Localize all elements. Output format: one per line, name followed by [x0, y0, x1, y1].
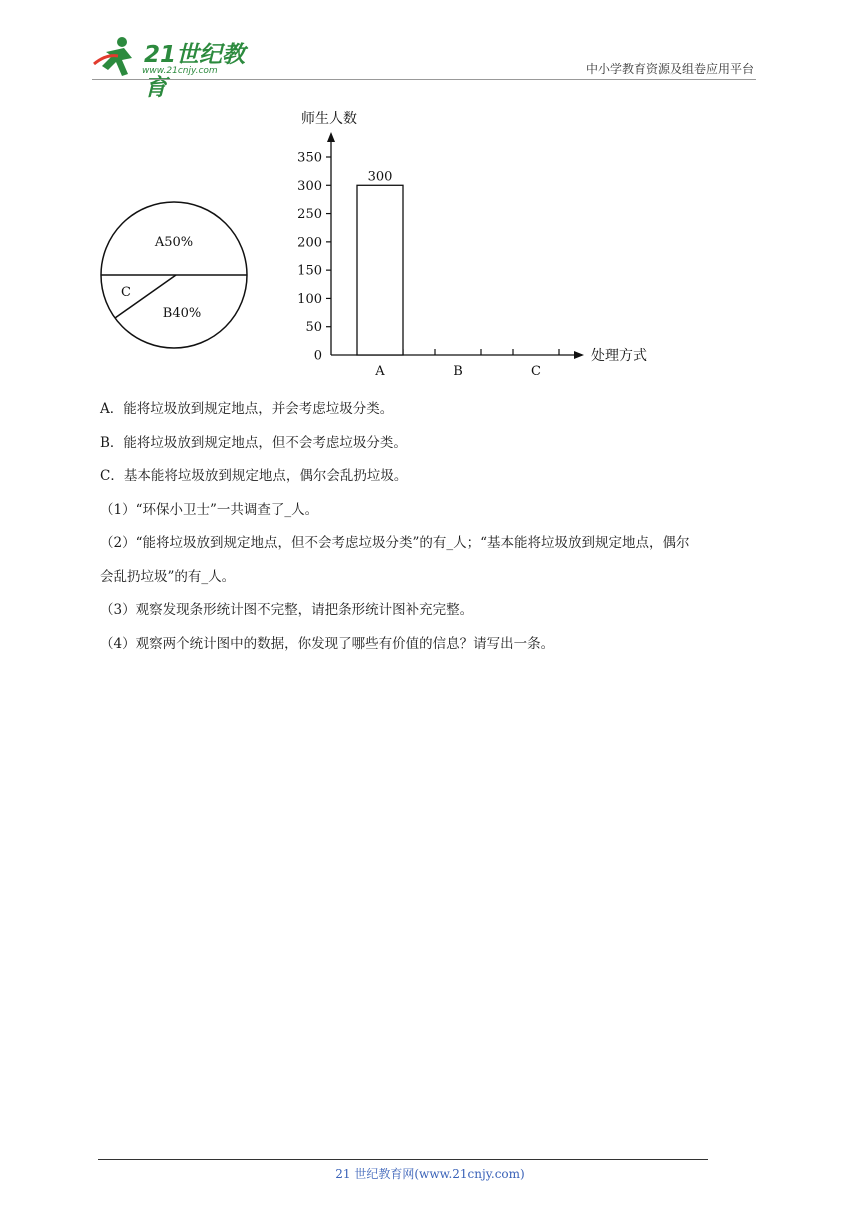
pie-slice-a-label: A50% — [154, 235, 194, 250]
pie-chart — [96, 100, 256, 385]
x-tick-label-B: B — [453, 364, 463, 379]
question-2-line-2: 会乱扔垃圾”的有_人。 — [100, 568, 236, 585]
y-tick-label-0: 0 — [313, 348, 322, 364]
footer-divider — [98, 1159, 708, 1160]
site-logo[interactable] — [92, 34, 262, 101]
y-axis-arrow — [327, 132, 335, 142]
x-tick-label-A: A — [375, 364, 385, 379]
question-1: （1）“环保小卫士”一共调查了_人。 — [100, 501, 319, 518]
question-2-line-1: （2）“能将垃圾放到规定地点，但不会考虑垃圾分类”的有_人；“基本能将垃圾放到规定地点，偶尔 — [100, 535, 690, 551]
x-axis-arrow — [574, 351, 584, 359]
y-tick-label-350: 350 — [297, 150, 322, 166]
bar-chart — [286, 100, 686, 385]
question-3: （3）观察发现条形统计图不完整，请把条形统计图补充完整。 — [100, 602, 474, 618]
question-4: （4）观察两个统计图中的数据，你发现了哪些有价值的信息？请写出一条。 — [100, 635, 555, 652]
option-b: B．能将垃圾放到规定地点，但不会考虑垃圾分类。 — [100, 434, 407, 451]
y-tick-label-300: 300 — [297, 178, 322, 194]
bar-A — [357, 185, 403, 355]
y-tick-label-50: 50 — [305, 320, 322, 336]
y-tick-label-250: 250 — [297, 207, 322, 223]
x-axis-label: 处理方式 — [591, 348, 647, 364]
question-text — [100, 393, 760, 661]
header-platform-text: 中小学教育资源及组卷应用平台 — [585, 62, 754, 76]
logo-url: www.21cnjy.com — [142, 66, 218, 76]
pie-slice-c-label: C — [121, 285, 131, 300]
runner-logo-icon — [92, 34, 142, 80]
logo-text: 21世纪教育 — [144, 42, 246, 101]
pie-slice-b-label: B40% — [162, 306, 202, 321]
y-axis-label: 师生人数 — [301, 111, 357, 127]
y-tick-label-100: 100 — [297, 291, 322, 307]
y-tick-label-200: 200 — [297, 235, 322, 251]
y-tick-label-150: 150 — [297, 263, 322, 279]
option-a: A．能将垃圾放到规定地点，并会考虑垃圾分类。 — [100, 401, 394, 417]
option-c: C．基本能将垃圾放到规定地点，偶尔会乱扔垃圾。 — [100, 468, 408, 484]
page-header — [0, 0, 860, 101]
bar-label-A: 300 — [367, 169, 393, 185]
x-tick-label-C: C — [531, 364, 541, 379]
figure-area — [96, 100, 666, 385]
footer-text: 21 世纪教育网(www.21cnjy.com) — [335, 1167, 525, 1181]
header-divider — [92, 79, 756, 80]
